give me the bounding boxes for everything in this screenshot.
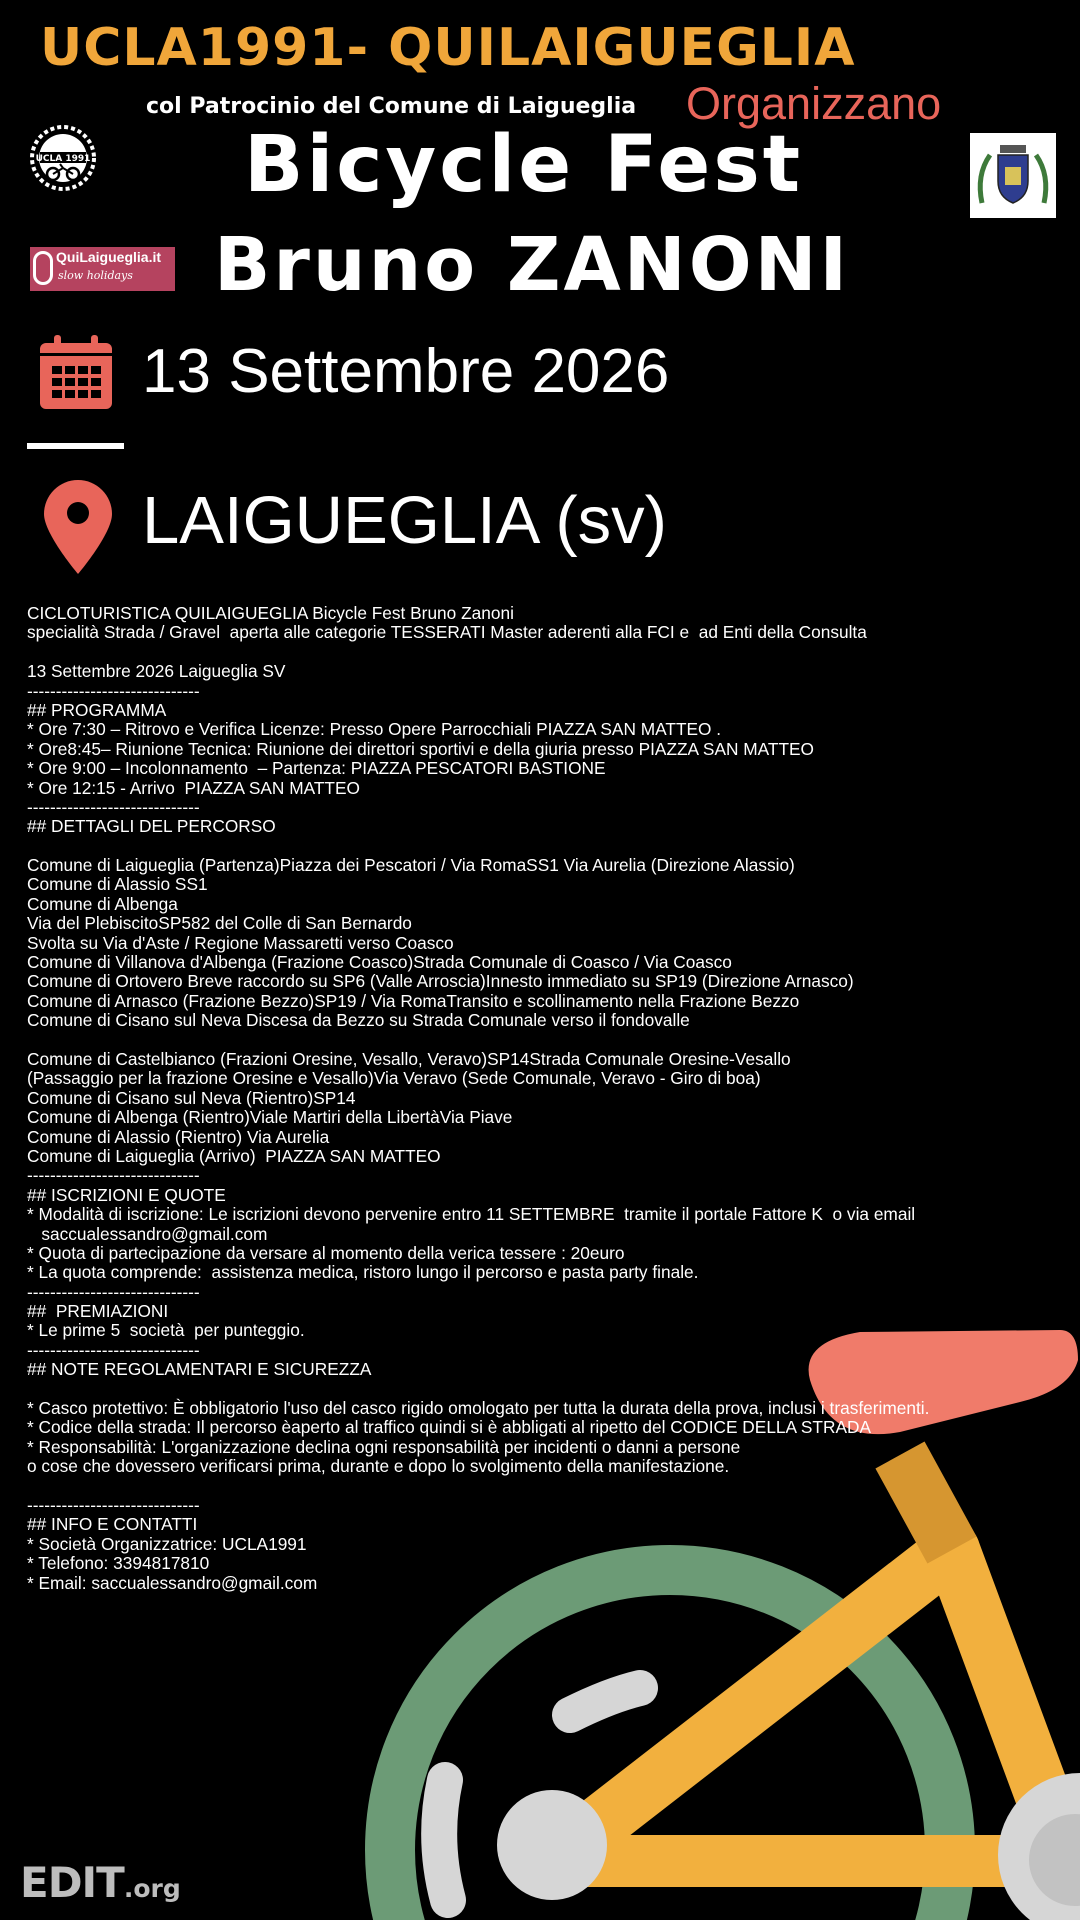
qui-q-mark xyxy=(33,251,53,285)
body-line: Comune di Albenga (Rientro)Viale Martiri della LibertàVia Piave xyxy=(27,1107,513,1128)
event-title-line2: Bruno ZANONI xyxy=(214,222,851,308)
body-line xyxy=(27,835,929,854)
qui-logo-subtitle: slow holidays xyxy=(58,269,133,282)
body-line: Comune di Cisano sul Neva (Rientro)SP14 xyxy=(27,1087,356,1108)
body-line: * Le prime 5 società per punteggio. xyxy=(27,1320,305,1341)
logo-left-label: UCLA 1991 xyxy=(35,154,91,164)
text-rule: ------------------------------ xyxy=(27,1339,200,1360)
text-rule: ------------------------------ xyxy=(27,1494,200,1515)
body-line xyxy=(27,1475,929,1494)
body-line: * Ore8:45– Riunione Tecnica: Riunione dei direttori sportivi e della giuria presso PIAZZA SAN MATTEO xyxy=(27,738,814,759)
body-line: Comune di Albenga xyxy=(27,893,178,914)
body-line: Comune di Arnasco (Frazione Bezzo)SP19 / Via RomaTransito e scollinamento nella Frazione Bezzo xyxy=(27,990,800,1011)
location-pin-icon xyxy=(40,478,116,576)
patronage-text: col Patrocinio del Comune di Laigueglia xyxy=(146,94,637,119)
body-line: Comune di Ortovero Breve raccordo su SP6 (Valle Arroscia)Innesto immediato su SP19 (Direzione Arnasco) xyxy=(27,971,854,992)
body-line: * Società Organizzatrice: UCLA1991 xyxy=(27,1533,307,1554)
body-line: CICLOTURISTICA QUILAIGUEGLIA Bicycle Fest Bruno Zanoni xyxy=(27,603,514,623)
body-line: Comune di Laigueglia (Arrivo) PIAZZA SAN MATTEO xyxy=(27,1145,441,1166)
body-line: * Ore 7:30 – Ritrovo e Verifica Licenze: Presso Opere Parrocchiali PIAZZA SAN MATTEO . xyxy=(27,719,722,740)
body-line: * La quota comprende: assistenza medica, ristoro lungo il percorso e pasta party finale. xyxy=(27,1262,699,1283)
text-rule: ------------------------------ xyxy=(27,1165,200,1186)
body-line: * Quota di partecipazione da versare al momento della verica tessere : 20euro xyxy=(27,1242,625,1263)
edit-org-logo xyxy=(20,1858,181,1907)
body-line: specialità Strada / Gravel aperta alle categorie TESSERATI Master aderenti alla FCI e ad Enti della Consulta xyxy=(27,622,867,643)
body-line: * Casco protettivo: È obbligatorio l'uso del casco rigido omologato per tutta la durata della prova, inclusi i trasferimenti. xyxy=(27,1398,930,1419)
body-line: * Email: saccualessandro@gmail.com xyxy=(27,1572,318,1593)
calendar-icon xyxy=(38,333,114,411)
body-line: * Responsabilità: L'organizzazione declina ogni responsabilità per incidenti o danni a persone xyxy=(27,1436,741,1457)
qui-logo-title: QuiLaigueglia.it xyxy=(56,249,162,265)
body-line xyxy=(27,1378,929,1397)
section-heading: ## PROGRAMMA xyxy=(27,699,167,720)
body-line: * Ore 12:15 - Arrivo PIAZZA SAN MATTEO xyxy=(27,777,360,798)
body-line: Comune di Castelbianco (Frazioni Oresine, Vesallo, Veravo)SP14Strada Comunale Oresine-Vesallo xyxy=(27,1048,791,1069)
organizzano-text: Organizzano xyxy=(686,78,942,129)
body-line: Comune di Cisano sul Neva Discesa da Bezzo su Strada Comunale verso il fondovalle xyxy=(27,1010,690,1031)
body-line: Via del PlebiscitoSP582 del Colle di San Bernardo xyxy=(27,913,412,934)
event-title-line1: Bicycle Fest xyxy=(244,120,804,210)
body-line: Comune di Alassio SS1 xyxy=(27,874,208,895)
edit-logo-suffix: .org xyxy=(123,1874,181,1903)
section-heading: ## PREMIAZIONI xyxy=(27,1301,169,1322)
body-line: * Modalità di iscrizione: Le iscrizioni devono pervenire entro 11 SETTEMBRE tramite il portale Fattore K o via email xyxy=(27,1204,916,1225)
body-line: Svolta su Via d'Aste / Regione Massaretti verso Coasco xyxy=(27,932,454,953)
organizer-title: UCLA1991- QUILAIGUEGLIA xyxy=(40,18,856,78)
section-divider xyxy=(27,443,124,449)
body-line: 13 Settembre 2026 Laigueglia SV xyxy=(27,661,286,682)
body-line: (Passaggio per la frazione Oresine e Vesallo)Via Veravo (Sede Comunale, Veravo - Giro di boa) xyxy=(27,1068,761,1089)
ucla-club-logo xyxy=(28,118,98,200)
body-line: o cose che dovessero verificarsi prima, durante e dopo lo svolgimento della manifestazione. xyxy=(27,1456,730,1477)
event-details-text xyxy=(27,602,929,1591)
body-line xyxy=(27,641,929,660)
body-line: * Telefono: 3394817810 xyxy=(27,1553,210,1574)
body-line: * Ore 9:00 – Incolonnamento – Partenza: PIAZZA PESCATORI BASTIONE xyxy=(27,758,606,779)
event-place: LAIGUEGLIA (sv) xyxy=(142,483,667,558)
edit-logo-main: EDIT xyxy=(20,1858,124,1907)
body-line xyxy=(27,1029,929,1048)
section-heading: ## DETTAGLI DEL PERCORSO xyxy=(27,816,276,837)
section-heading: ## ISCRIZIONI E QUOTE xyxy=(27,1184,226,1205)
body-line: Comune di Alassio (Rientro) Via Aurelia xyxy=(27,1126,330,1147)
body-line: saccualessandro@gmail.com xyxy=(27,1223,268,1244)
body-line: * Codice della strada: Il percorso èaperto al traffico quindi si è abbligati al ripetto del CODICE DELLA STRADA xyxy=(27,1417,872,1438)
body-line: Comune di Villanova d'Albenga (Frazione Coasco)Strada Comunale di Coasco / Via Coasco xyxy=(27,952,732,973)
section-heading: ## NOTE REGOLAMENTARI E SICUREZZA xyxy=(27,1359,372,1380)
text-rule: ------------------------------ xyxy=(27,1281,200,1302)
quilaigueglia-logo xyxy=(30,247,175,291)
event-date: 13 Settembre 2026 xyxy=(142,337,670,406)
body-line: Comune di Laigueglia (Partenza)Piazza dei Pescatori / Via RomaSS1 Via Aurelia (Direzione Alassio) xyxy=(27,855,795,876)
text-rule: ------------------------------ xyxy=(27,680,200,701)
section-heading: ## INFO E CONTATTI xyxy=(27,1514,198,1535)
text-rule: ------------------------------ xyxy=(27,796,200,817)
laigueglia-coat-of-arms xyxy=(970,133,1056,218)
